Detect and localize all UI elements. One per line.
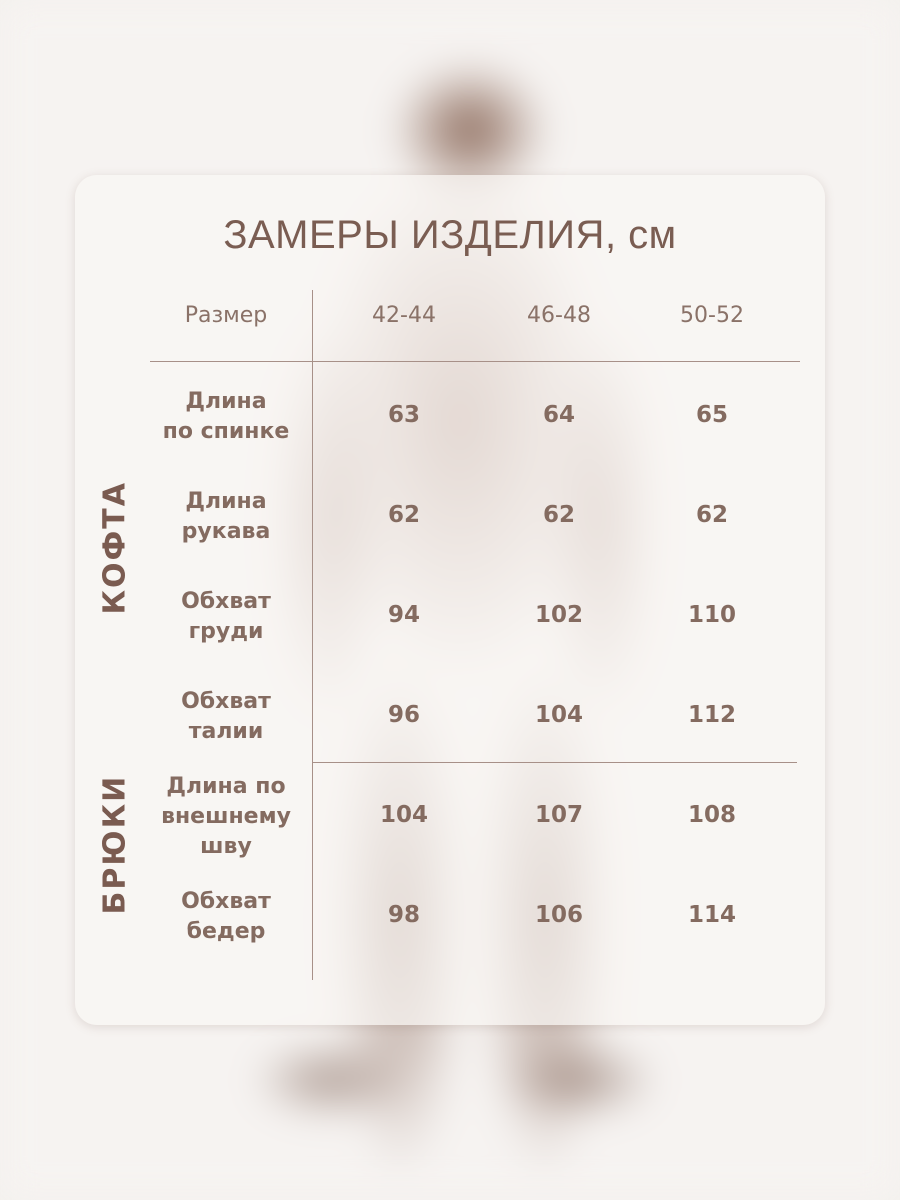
size-chart-card [75, 175, 825, 1025]
measurement-label: Обхват талии [181, 689, 271, 744]
measurement-label: Длина рукава [181, 489, 271, 544]
measurement-label: Длина по внешнему шву [161, 774, 291, 859]
size-column-50-52: 50-52 [680, 303, 744, 328]
measurement-value: 62 [542, 502, 575, 528]
measurement-value: 94 [387, 602, 420, 628]
measurement-value: 106 [534, 902, 583, 928]
size-header-label: Размер [184, 303, 268, 328]
measurement-label: Обхват бедер [181, 889, 271, 944]
header-divider [150, 361, 800, 362]
measurement-label: Обхват груди [181, 589, 271, 644]
group-label-bottom: БРЮКИ [97, 774, 133, 915]
measurement-value: 64 [542, 402, 575, 428]
measurement-value: 104 [379, 802, 428, 828]
measurement-value: 65 [695, 402, 728, 428]
measurement-label: Длина по спинке [162, 389, 290, 444]
measurement-value: 114 [687, 902, 736, 928]
size-column-42-44: 42-44 [372, 303, 436, 328]
chart-title: ЗАМЕРЫ ИЗДЕЛИЯ, см [223, 213, 677, 257]
measurement-value: 98 [387, 902, 420, 928]
measurement-value: 96 [387, 702, 420, 728]
measurement-value: 102 [534, 602, 583, 628]
measurement-value: 110 [687, 602, 736, 628]
measurement-value: 63 [387, 402, 420, 428]
size-column-46-48: 46-48 [527, 303, 591, 328]
measurement-value: 104 [534, 702, 583, 728]
measurement-value: 107 [534, 802, 583, 828]
measurement-value: 112 [687, 702, 736, 728]
group-divider [312, 762, 797, 763]
label-column-divider [312, 290, 313, 980]
measurement-value: 108 [687, 802, 736, 828]
measurement-value: 62 [387, 502, 420, 528]
measurement-value: 62 [695, 502, 728, 528]
group-label-top: КОФТА [97, 481, 133, 615]
